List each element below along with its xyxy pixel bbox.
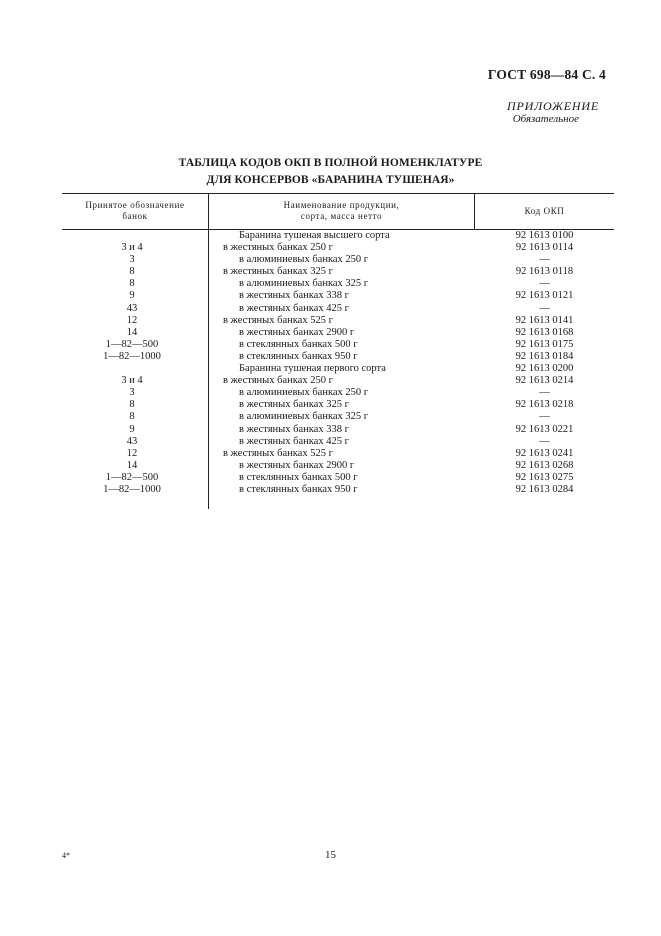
table-body	[0, 230, 661, 496]
table-row	[0, 472, 661, 484]
cell-okp-code: 92 1613 0100	[515, 230, 574, 241]
cell-designation: 9	[129, 290, 135, 302]
cell-product-name: в жестяных банках 525 г	[223, 314, 333, 326]
cell-designation: 3 и 4	[121, 375, 143, 387]
cell-product-name: Баранина тушеная высшего сорта	[239, 230, 390, 241]
standard-number: ГОСТ 698—84 С. 4	[487, 67, 606, 82]
cell-designation: 8	[129, 399, 135, 411]
table-row	[0, 424, 661, 436]
cell-product-name: в жестяных банках 250 г	[223, 242, 333, 254]
table-row	[0, 327, 661, 339]
column-header-designation	[62, 200, 208, 222]
cell-designation: 3	[129, 387, 135, 399]
cell-okp-code: —	[539, 435, 550, 447]
cell-product-name: в жестяных банках 2900 г	[239, 459, 355, 471]
column-header-designation-text: Принятое обозначение банок	[85, 200, 185, 221]
column-header-code: Код ОКП	[524, 206, 565, 216]
cell-okp-code: 92 1613 0275	[515, 471, 574, 483]
table-row	[0, 242, 661, 254]
cell-designation: 9	[129, 423, 135, 435]
cell-okp-code: 92 1613 0241	[515, 447, 574, 459]
cell-okp-code: 92 1613 0200	[515, 363, 574, 375]
table-row	[0, 399, 661, 411]
cell-product-name: в алюминиевых банках 325 г	[239, 278, 369, 290]
cell-okp-code: 92 1613 0221	[515, 423, 574, 435]
cell-okp-code: —	[539, 302, 550, 314]
cell-okp-code: 92 1613 0118	[515, 266, 574, 278]
table-row	[0, 254, 661, 266]
footer-mark: 4*	[62, 851, 70, 860]
table-top-border	[62, 193, 614, 194]
cell-designation: 14	[126, 459, 138, 471]
cell-product-name: в жестяных банках 250 г	[223, 375, 333, 387]
cell-designation: 1—82—1000	[103, 483, 161, 495]
cell-product-name: в стеклянных банках 950 г	[239, 483, 358, 495]
table-row	[0, 363, 661, 375]
cell-designation: 12	[126, 447, 138, 459]
cell-designation: 12	[126, 314, 138, 326]
table-title-line-2: ДЛЯ КОНСЕРВОВ «БАРАНИНА ТУШЕНАЯ»	[206, 174, 455, 186]
cell-designation: 1—82—500	[105, 338, 159, 350]
cell-okp-code: 92 1613 0218	[515, 399, 574, 411]
cell-product-name: в жестяных банках 338 г	[239, 423, 349, 435]
table-row	[0, 411, 661, 423]
cell-okp-code: 92 1613 0214	[515, 375, 574, 387]
cell-product-name: в жестяных банках 2900 г	[239, 326, 355, 338]
cell-designation: 14	[126, 326, 138, 338]
cell-product-name: в жестяных банках 425 г	[239, 435, 349, 447]
cell-okp-code: 92 1613 0268	[515, 459, 574, 471]
appendix-status: Обязательное	[512, 113, 579, 125]
cell-product-name: в жестяных банках 325 г	[239, 399, 349, 411]
table-row	[0, 351, 661, 363]
page-number: 15	[325, 849, 336, 861]
cell-okp-code: —	[539, 411, 550, 423]
cell-product-name: в алюминиевых банках 250 г	[239, 254, 369, 266]
table-row	[0, 460, 661, 472]
cell-okp-code: 92 1613 0175	[515, 338, 574, 350]
table-row	[0, 484, 661, 496]
column-header-name-text: Наименование продукции, сорта, масса нетто	[283, 200, 400, 221]
cell-product-name: в стеклянных банках 950 г	[239, 350, 358, 362]
cell-product-name: в жестяных банках 425 г	[239, 302, 349, 314]
table-title-line-1: ТАБЛИЦА КОДОВ ОКП В ПОЛНОЙ НОМЕНКЛАТУРЕ	[178, 157, 483, 169]
table-row	[0, 375, 661, 387]
cell-okp-code: —	[539, 254, 550, 266]
column-header-name	[209, 200, 474, 222]
cell-product-name: в стеклянных банках 500 г	[239, 338, 358, 350]
table-row	[0, 290, 661, 302]
cell-okp-code: —	[539, 278, 550, 290]
cell-designation: 8	[129, 266, 135, 278]
cell-okp-code: —	[539, 387, 550, 399]
table-row	[0, 387, 661, 399]
table-row	[0, 230, 661, 242]
cell-product-name: в жестяных банках 525 г	[223, 447, 333, 459]
table-row	[0, 278, 661, 290]
cell-product-name: в алюминиевых банках 250 г	[239, 387, 369, 399]
table-row	[0, 339, 661, 351]
cell-product-name: в жестяных банках 338 г	[239, 290, 349, 302]
cell-okp-code: 92 1613 0121	[515, 290, 574, 302]
cell-product-name: в жестяных банках 325 г	[223, 266, 333, 278]
cell-okp-code: 92 1613 0141	[515, 314, 574, 326]
cell-designation: 3	[129, 254, 135, 266]
cell-okp-code: 92 1613 0114	[515, 242, 574, 254]
appendix-label: ПРИЛОЖЕНИЕ	[507, 99, 599, 113]
table-row	[0, 303, 661, 315]
cell-okp-code: 92 1613 0168	[515, 326, 574, 338]
cell-designation: 43	[126, 435, 138, 447]
table-row	[0, 436, 661, 448]
cell-product-name: Баранина тушеная первого сорта	[239, 363, 386, 375]
cell-designation: 3 и 4	[121, 242, 143, 254]
cell-designation: 8	[129, 278, 135, 290]
cell-product-name: в стеклянных банках 500 г	[239, 471, 358, 483]
cell-okp-code: 92 1613 0284	[515, 483, 574, 495]
cell-designation: 1—82—500	[105, 471, 159, 483]
table-row	[0, 266, 661, 278]
cell-designation: 1—82—1000	[103, 350, 161, 362]
table-row	[0, 448, 661, 460]
cell-product-name: в алюминиевых банках 325 г	[239, 411, 369, 423]
cell-designation: 8	[129, 411, 135, 423]
cell-designation: 43	[126, 302, 138, 314]
cell-okp-code: 92 1613 0184	[515, 350, 574, 362]
table-row	[0, 315, 661, 327]
